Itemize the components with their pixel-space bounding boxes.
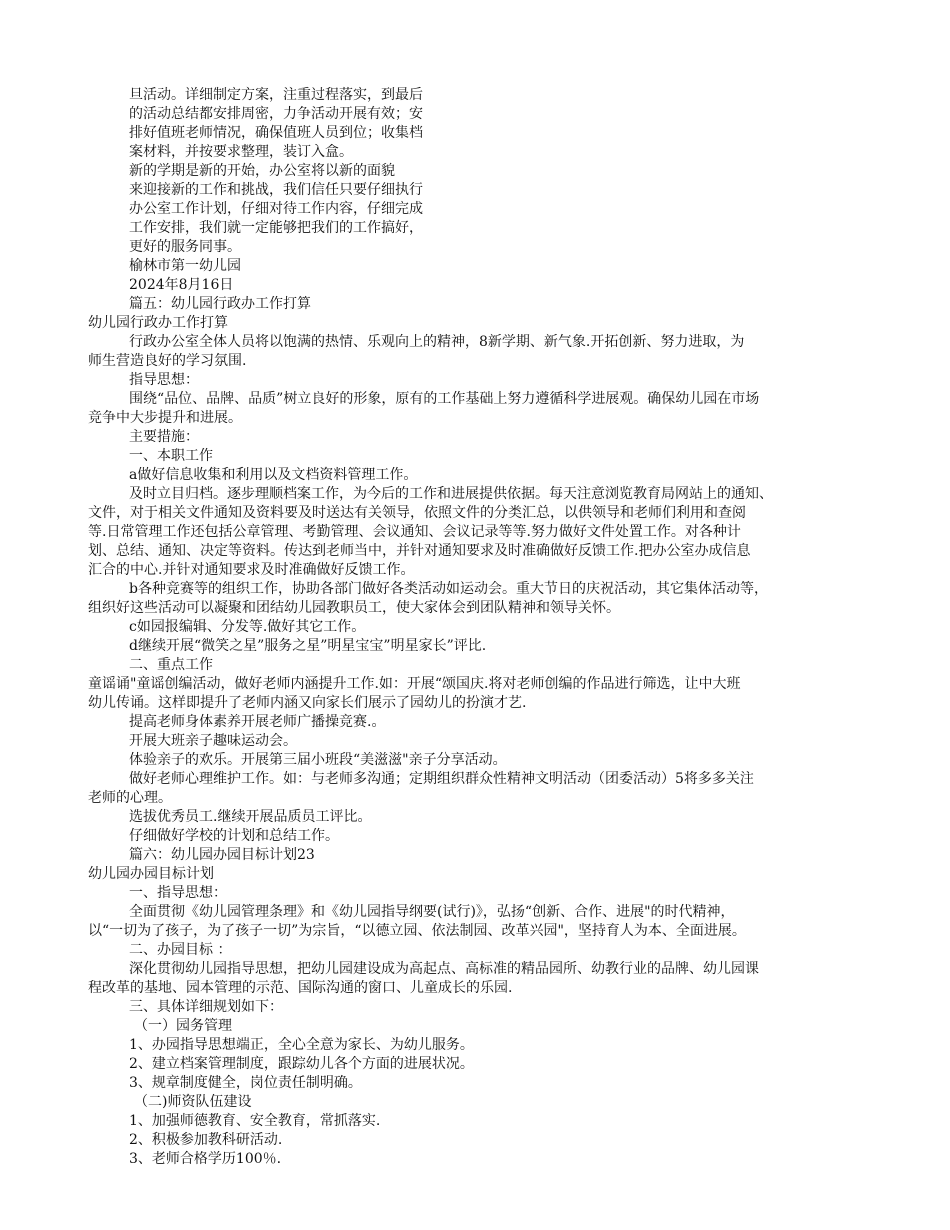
text-line: 童谣诵"童谣创编活动，做好老师内涵提升工作.如：开展“颂国庆.将对老师创编的作品进行筛选，让中大班: [88, 676, 741, 692]
section-title: 幼儿园办园目标计划: [88, 866, 214, 882]
text-line: 一、指导思想：: [129, 885, 227, 901]
text-line: d继续开展“微笑之星”服务之星”明星宝宝”明星家长”评比.: [129, 638, 487, 654]
section-heading: 篇五：幼儿园行政办工作打算: [129, 296, 311, 312]
text-line: 文件，对于相关文件通知及资料要及时送达有关领导，依照文件的分类汇总，以供领导和老师们利用和查阅: [88, 505, 746, 521]
section-title: 幼儿园行政办工作打算: [88, 315, 228, 331]
text-line: 3、规章制度健全，岗位责任制明确。: [129, 1075, 362, 1091]
text-line: 幼儿传诵。这样即提升了老师内涵又向家长们展示了园幼儿的扮演才艺.: [88, 695, 527, 711]
text-line: 三、具体详细规划如下：: [129, 999, 283, 1015]
text-line: 新的学期是新的开始，办公室将以新的面貌: [129, 163, 395, 179]
text-line: b各种竞赛等的组织工作，协助各部门做好各类活动如运动会。重大节日的庆祝活动，其它集体活动等，: [129, 581, 768, 597]
text-line: 办公室工作计划，仔细对待工作内容，仔细完成: [129, 201, 423, 217]
text-line: 的活动总结都安排周密，力争活动开展有效；安: [129, 106, 423, 122]
text-line: 开展大班亲子趣味运动会。: [129, 733, 297, 749]
text-line: 排好值班老师情况，确保值班人员到位；收集档: [129, 125, 423, 141]
text-line: 选拔优秀员工.继续开展品质员工评比。: [129, 809, 372, 825]
text-line: 以“一切为了孩子，为了孩子一切”为宗旨，“以德立园、依法制园、改革兴园"，坚持育人为本、全面进展。: [88, 923, 746, 939]
text-line: 2、积极参加教科研活动.: [129, 1132, 283, 1148]
text-line: 工作安排，我们就一定能够把我们的工作搞好，: [129, 220, 423, 236]
text-line: 2、建立档案管理制度，跟踪幼儿各个方面的进展状况。: [129, 1056, 474, 1072]
signature-org: 榆林市第一幼儿园: [129, 258, 241, 274]
text-line: 组织好这些活动可以凝聚和团结幼儿园教职员工，使大家体会到团队精神和领导关怀。: [88, 600, 620, 616]
text-line: 1、办园指导思想端正，全心全意为家长、为幼儿服务。: [129, 1037, 474, 1053]
text-line: 深化贯彻幼儿园指导思想，把幼儿园建设成为高起点、高标准的精品园所、幼教行业的品牌、幼儿园课: [129, 961, 759, 977]
text-line: 老师的心理。: [88, 790, 172, 806]
text-line: 竞争中大步提升和进展。: [88, 410, 242, 426]
text-line: 二、重点工作: [129, 657, 213, 673]
text-line: c如园报编辑、分发等.做好其它工作。: [129, 619, 366, 635]
text-line: 旦活动。详细制定方案，注重过程落实，到最后: [129, 87, 423, 103]
text-line: （二)师资队伍建设: [134, 1094, 252, 1110]
text-line: 汇合的中心.并针对通知要求及时准确做好反馈工作。: [88, 562, 415, 578]
text-line: 划、总结、通知、决定等资料。传达到老师当中，并针对通知要求及时准确做好反馈工作.把办公室办成信息: [88, 543, 751, 559]
text-line: 主要措施：: [129, 429, 199, 445]
text-line: 围绕“品位、品牌、品质”树立良好的形象，原有的工作基础上努力遵循科学进展观。确保幼儿园在市场: [129, 391, 760, 407]
text-line: （一）园务管理: [134, 1018, 232, 1034]
signature-date: 2024年8月16日: [129, 277, 234, 293]
text-line: 更好的服务同事。: [129, 239, 241, 255]
text-line: 一、本职工作: [129, 448, 213, 464]
text-line: a做好信息收集和利用以及文档资料管理工作。: [129, 467, 418, 483]
text-line: 仔细做好学校的计划和总结工作。: [129, 828, 339, 844]
text-line: 等.日常管理工作还包括公章管理、考勤管理、会议通知、会议记录等等.努力做好文件处置工作。对各种计: [88, 524, 741, 540]
section-heading: 篇六：幼儿园办园目标计划23: [129, 847, 315, 863]
text-line: 及时立目归档。逐步理顺档案工作，为今后的工作和进展提供依据。每天注意浏览教育局网站上的通知、: [129, 486, 773, 502]
text-line: 来迎接新的工作和挑战，我们信任只要仔细执行: [129, 182, 423, 198]
text-line: 行政办公室全体人员将以饱满的热情、乐观向上的精神，8新学期、新气象.开拓创新、努力进取，为: [129, 334, 745, 350]
text-line: 师生营造良好的学习氛围.: [88, 353, 247, 369]
text-line: 二、办园目标 ：: [129, 942, 232, 958]
text-line: 体验亲子的欢乐。开展第三届小班段“美滋滋"亲子分享活动。: [129, 752, 507, 768]
text-line: 提高老师身体素养开展老师广播操竞赛.。: [129, 714, 386, 730]
text-line: 案材料，并按要求整理，装订入盒。: [129, 144, 353, 160]
text-line: 程改革的基地、园本管理的示范、国际沟通的窗口、儿童成长的乐园.: [88, 980, 513, 996]
text-line: 全面贯彻《幼儿园管理条理》和《幼儿园指导纲要(试行)》，弘扬“创新、合作、进展"的时代精神，: [129, 904, 735, 920]
text-line: 做好老师心理维护工作。如：与老师多沟通；定期组织群众性精神文明活动（团委活动）5将多多关注: [129, 771, 754, 787]
text-line: 指导思想：: [129, 372, 199, 388]
text-line: 1、加强师德教育、安全教育，常抓落实.: [129, 1113, 381, 1129]
text-line: 3、老师合格学历100％.: [129, 1151, 282, 1167]
